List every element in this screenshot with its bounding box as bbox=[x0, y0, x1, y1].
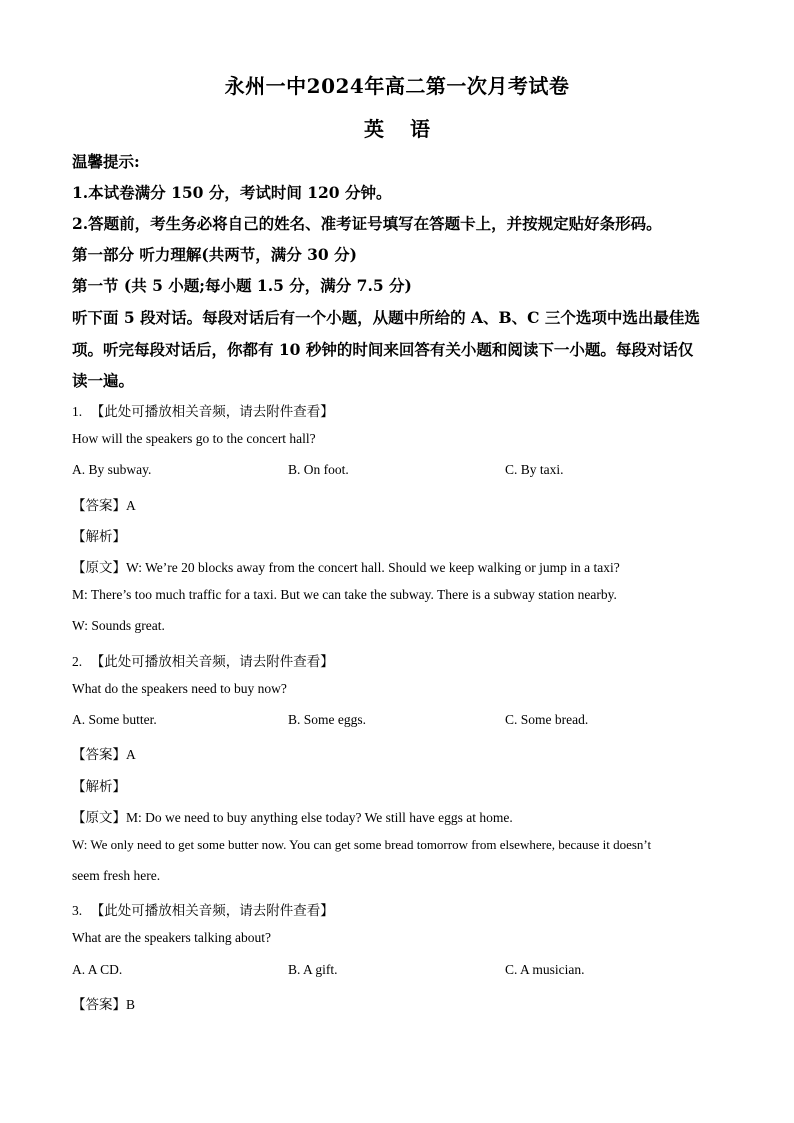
question-2-transcript-3: seem fresh here. bbox=[72, 868, 161, 883]
part-heading: 第一部分 听力理解(共两节，满分 30 分) bbox=[72, 245, 357, 264]
notice-item-2: 2.答题前，考生务必将自己的姓名、准考证号填写在答题卡上，并按规定贴好条形码。 bbox=[72, 214, 662, 233]
question-2-analysis-label: 【解析】 bbox=[72, 779, 126, 795]
question-2-option-a: A. Some butter. bbox=[72, 712, 157, 727]
question-number: 3. bbox=[72, 903, 83, 918]
transcript-text: W: We’re 20 blocks away from the concert hall. Should we keep walking or jump in a taxi? bbox=[126, 560, 620, 575]
subject-char-1: 英 bbox=[364, 117, 384, 141]
audio-note: 【此处可播放相关音频，请去附件查看】 bbox=[90, 404, 334, 420]
exam-title: 永州一中2024年高二第一次月考试卷 bbox=[224, 74, 570, 98]
instructions-line-1: 听下面 5 段对话。每段对话后有一个小题，从题中所给的 A、B、C 三个选项中选出最佳选 bbox=[72, 308, 700, 327]
answer-label: 【答案】 bbox=[72, 498, 126, 514]
question-1-analysis-label: 【解析】 bbox=[72, 529, 126, 545]
question-1-transcript-2: M: There’s too much traffic for a taxi. But we can take the subway. There is a subway station nearby. bbox=[72, 587, 617, 602]
question-1-transcript-1 bbox=[72, 556, 620, 576]
question-2-header bbox=[72, 650, 334, 670]
question-1-option-b: B. On foot. bbox=[288, 462, 349, 477]
question-3-prompt: What are the speakers talking about? bbox=[72, 930, 272, 945]
answer-label: 【答案】 bbox=[72, 747, 126, 763]
question-3-answer bbox=[72, 993, 135, 1013]
question-2-transcript-2: W: We only need to get some butter now. You can get some bread tomorrow from elsewhere, because it doesn’t bbox=[72, 837, 652, 852]
subject-title bbox=[0, 113, 794, 142]
audio-note: 【此处可播放相关音频，请去附件查看】 bbox=[90, 654, 334, 670]
question-number: 1. bbox=[72, 404, 83, 419]
question-number: 2. bbox=[72, 654, 83, 669]
question-3-option-a: A. A CD. bbox=[72, 962, 123, 977]
answer-value: B bbox=[126, 997, 136, 1012]
question-3-option-c: C. A musician. bbox=[505, 962, 585, 977]
question-1-prompt: How will the speakers go to the concert hall? bbox=[72, 431, 316, 446]
question-1-answer bbox=[72, 494, 136, 514]
question-2-option-b: B. Some eggs. bbox=[288, 712, 367, 727]
question-1-header bbox=[72, 400, 334, 420]
question-1-transcript-3: W: Sounds great. bbox=[72, 618, 165, 633]
audio-note: 【此处可播放相关音频，请去附件查看】 bbox=[90, 903, 334, 919]
subject-char-2: 语 bbox=[410, 117, 430, 141]
answer-value: A bbox=[126, 747, 136, 762]
notice-item-1: 1.本试卷满分 150 分，考试时间 120 分钟。 bbox=[72, 183, 392, 202]
transcript-label: 【原文】 bbox=[72, 810, 126, 826]
question-2-option-c: C. Some bread. bbox=[505, 712, 589, 727]
question-2-prompt: What do the speakers need to buy now? bbox=[72, 681, 287, 696]
answer-value: A bbox=[126, 498, 136, 513]
question-3-header bbox=[72, 899, 334, 919]
transcript-text: M: Do we need to buy anything else today? We still have eggs at home. bbox=[126, 810, 513, 825]
question-2-answer bbox=[72, 743, 136, 763]
instructions-line-3: 读一遍。 bbox=[72, 371, 135, 390]
question-1-option-c: C. By taxi. bbox=[505, 462, 564, 477]
question-1-option-a: A. By subway. bbox=[72, 462, 152, 477]
notice-label: 温馨提示: bbox=[72, 152, 140, 171]
transcript-label: 【原文】 bbox=[72, 560, 126, 576]
question-3-option-b: B. A gift. bbox=[288, 962, 338, 977]
instructions-line-2: 项。听完每段对话后，你都有 10 秒钟的时间来回答有关小题和阅读下一小题。每段对话仅 bbox=[72, 340, 694, 359]
subsection-heading: 第一节 (共 5 小题;每小题 1.5 分，满分 7.5 分) bbox=[72, 276, 412, 295]
question-2-transcript-1 bbox=[72, 806, 513, 826]
answer-label: 【答案】 bbox=[72, 997, 126, 1013]
